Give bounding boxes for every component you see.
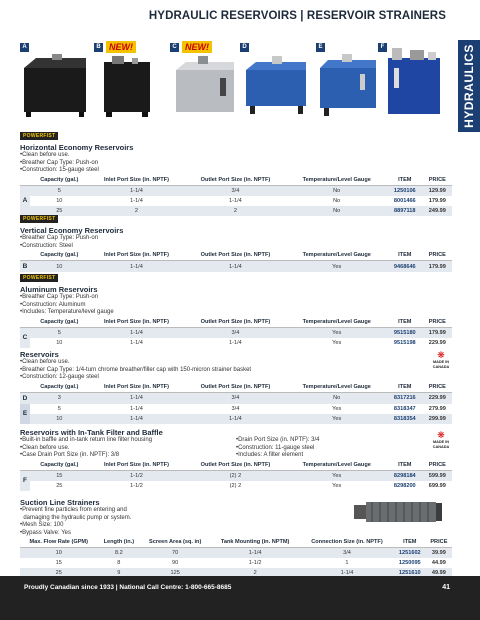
cell: 9: [97, 568, 140, 578]
cell: 25: [20, 568, 97, 578]
bullet: •Breather Cap Type: 1/4-turn chrome breather/filler cap with 150-micron strainer basket: [20, 366, 252, 373]
item-code: 8897118: [387, 206, 423, 216]
product-image-a: [22, 54, 88, 123]
item-code: 8317216: [387, 392, 423, 404]
price: 49.99: [426, 568, 452, 578]
strainer-image: [352, 497, 444, 532]
bullet: •Bypass Valve: Yes: [20, 529, 72, 536]
badge-text: MADE IN: [432, 360, 450, 364]
cell: Yes: [287, 470, 387, 481]
cell: 1-1/4: [130, 197, 143, 204]
new-badge-c: NEW!: [182, 41, 212, 53]
table-row: [20, 327, 452, 338]
col-header: ITEM: [387, 250, 423, 261]
bullet: •Clean before use.: [20, 359, 70, 365]
bullet: •Drain Port Size (in. NPTF): 3/4: [236, 437, 320, 443]
cell: 1-1/4: [184, 414, 286, 424]
cell: 1-1/4: [89, 392, 185, 404]
price: 129.99: [423, 185, 452, 196]
cell: 3/4: [231, 405, 240, 412]
bullet: •Clean before use.: [20, 444, 70, 451]
price: 44.99: [431, 560, 446, 566]
col-header: Capacity (gal.): [30, 382, 89, 393]
made-in-canada-badge: [430, 431, 452, 449]
page-number: 41: [442, 584, 450, 591]
table-row: [20, 558, 452, 568]
image-letter-f: F: [378, 43, 387, 52]
cell: 2: [89, 206, 185, 216]
cell: 1-1/4: [89, 414, 185, 424]
table-row: [20, 470, 452, 481]
cell: 10: [30, 414, 89, 424]
price: 179.99: [423, 327, 452, 338]
table-row: [20, 404, 452, 414]
cell: Yes: [287, 327, 387, 338]
bullet-columns: [20, 437, 452, 460]
cell: 1-1/4: [130, 339, 143, 346]
image-letter-c: C: [170, 43, 179, 52]
col-header: PRICE: [423, 382, 452, 393]
made-in-canada-badge: [430, 351, 452, 369]
cell: 70: [140, 548, 210, 559]
section-title: Horizontal Economy Reservoirs: [20, 143, 134, 152]
price: 179.99: [423, 261, 452, 273]
col-header: Capacity (gal.): [30, 460, 89, 471]
cell: 15: [30, 470, 89, 481]
cell: No: [287, 206, 387, 216]
col-header: Inlet Port Size (in. NPTF): [89, 250, 185, 261]
cell: 125: [140, 568, 210, 578]
bullet: •Construction: Steel: [20, 242, 73, 249]
section-horizontal-economy: [20, 124, 452, 216]
section-side-tab: [458, 40, 480, 132]
brand-logo: POWERFIST: [20, 215, 58, 223]
item-code: 8318347: [393, 405, 416, 412]
item-code: 8001466: [393, 197, 416, 204]
cell: 1-1/4: [89, 261, 185, 273]
bullet: •Construction: 12-gauge steel: [20, 374, 99, 380]
cell: 1-1/4: [229, 197, 242, 204]
bullet: •Includes: Temperature/level gauge: [20, 309, 114, 315]
bullet: •Prevent fine particles from entering and: [20, 507, 127, 513]
item-code: 9515198: [393, 339, 416, 346]
col-header: Screen Area (sq. in): [140, 537, 210, 548]
price: 229.99: [423, 392, 452, 404]
cell: 15: [55, 560, 62, 566]
price: 179.99: [428, 197, 446, 204]
spec-table: [20, 382, 452, 424]
col-header: ITEM: [387, 175, 423, 186]
bullet: •Breather Cap Type: Push-on: [20, 159, 99, 166]
spec-table: [20, 537, 452, 578]
col-header: PRICE: [423, 250, 452, 261]
col-header: Connection Size (in. NPTF): [300, 537, 394, 548]
col-header: Inlet Port Size (in. NPTF): [89, 460, 185, 471]
section-aluminum: [20, 266, 452, 348]
section-title: Suction Line Strainers: [20, 498, 100, 507]
product-image-row: [20, 40, 452, 120]
table-row: [20, 548, 452, 559]
col-header: PRICE: [423, 317, 452, 328]
col-header: Length (in.): [97, 537, 140, 548]
col-header: Capacity (gal.): [30, 317, 89, 328]
col-header: Outlet Port Size (in. NPTF): [184, 460, 286, 471]
col-header: ITEM: [387, 382, 423, 393]
item-code: 8318354: [387, 414, 423, 424]
item-code: 8298184: [387, 470, 423, 481]
cell: 3/4: [184, 327, 286, 338]
cell: 2: [210, 568, 300, 578]
row-group-label: F: [20, 470, 30, 491]
cell: 1-1/4: [229, 339, 242, 346]
section-vertical-economy: [20, 207, 452, 272]
new-badge-b: NEW!: [106, 41, 136, 53]
col-header: Temperature/Level Gauge: [287, 175, 387, 186]
bullet: •Mesh Size: 100: [20, 522, 64, 528]
price: 299.99: [423, 414, 452, 424]
item-code: 1250106: [387, 185, 423, 196]
side-tab-label: HYDRAULICS: [462, 44, 476, 128]
cell: 3/4: [300, 548, 394, 559]
price: 699.99: [428, 482, 446, 489]
cell: (2) 2: [229, 482, 242, 489]
section-suction-strainers: [20, 497, 452, 578]
cell: 10: [30, 261, 89, 273]
product-image-c: [172, 54, 238, 123]
product-image-d: [242, 54, 312, 123]
col-header: ITEM: [387, 460, 423, 471]
bullet: •Construction: 11-gauge steel: [236, 444, 315, 451]
bullet: •Breather Cap Type: Push-on: [20, 294, 99, 300]
item-code: 9515180: [387, 327, 423, 338]
section-title: Reservoirs with In-Tank Filter and Baffle: [20, 428, 163, 437]
cell: 3/4: [184, 185, 286, 196]
col-header: Max. Flow Rate (GPM): [20, 537, 97, 548]
col-header: Outlet Port Size (in. NPTF): [184, 382, 286, 393]
cell: 1: [345, 560, 349, 566]
col-header: PRICE: [426, 537, 452, 548]
row-group-label: E: [20, 404, 30, 424]
badge-text: CANADA: [432, 444, 450, 449]
cell: 10: [56, 339, 63, 346]
price: 229.99: [428, 339, 446, 346]
item-code: 1251602: [394, 548, 426, 559]
cell: 2: [184, 206, 286, 216]
col-header: Tank Mounting (in. NPTM): [210, 537, 300, 548]
row-group-label: C: [20, 327, 30, 348]
row-group-label: A: [20, 185, 30, 216]
col-header: Temperature/Level Gauge: [287, 250, 387, 261]
bullet: •Breather Cap Type: Push-on: [20, 235, 99, 241]
col-header: Inlet Port Size (in. NPTF): [89, 175, 185, 186]
row-group-label: B: [20, 261, 30, 273]
cell: 3: [30, 392, 89, 404]
cell: 10: [20, 548, 97, 559]
cell: 1-1/2: [89, 470, 185, 481]
maple-leaf-icon: ❋: [437, 350, 445, 360]
section-title: Vertical Economy Reservoirs: [20, 226, 124, 235]
section-in-tank-filter: [20, 427, 452, 491]
col-header: Capacity (gal.): [30, 250, 89, 261]
bullet: •Construction: Aluminum: [20, 301, 86, 308]
page-title: HYDRAULIC RESERVOIRS | RESERVOIR STRAINERS: [148, 10, 446, 22]
spec-table: [20, 317, 452, 348]
cell: 5: [57, 405, 61, 412]
table-row: [20, 196, 452, 206]
cell: 1-1/4: [300, 568, 394, 578]
col-header: ITEM: [394, 537, 426, 548]
bullet: •Includes: A filter element: [236, 452, 304, 458]
bullet: damaging the hydraulic pump or system.: [20, 514, 132, 521]
price: 39.99: [426, 548, 452, 559]
cell: 1-1/4: [130, 405, 143, 412]
image-letter-b: B: [94, 43, 103, 52]
price: 279.99: [428, 405, 446, 412]
price: 249.99: [423, 206, 452, 216]
col-header: Inlet Port Size (in. NPTF): [89, 317, 185, 328]
bullet: •Clean before use.: [20, 152, 70, 158]
image-letter-a: A: [20, 43, 29, 52]
bullet: •Case Drain Port Size (in. NPTF): 3/8: [20, 452, 120, 458]
col-header: Temperature/Level Gauge: [287, 382, 387, 393]
cell: 1-1/4: [89, 185, 185, 196]
bullet: •Construction: 15-gauge steel: [20, 167, 99, 173]
cell: Yes: [287, 261, 387, 273]
cell: 5: [30, 327, 89, 338]
cell: No: [333, 197, 341, 204]
cell: 90: [172, 560, 179, 566]
col-header: Temperature/Level Gauge: [287, 460, 387, 471]
cell: Yes: [332, 482, 342, 489]
cell: (2) 2: [184, 470, 286, 481]
col-header: Inlet Port Size (in. NPTF): [89, 382, 185, 393]
badge-text: CANADA: [432, 364, 450, 369]
image-letter-d: D: [240, 43, 249, 52]
price: 599.99: [423, 470, 452, 481]
item-code: 9468646: [387, 261, 423, 273]
cell: No: [287, 392, 387, 404]
col-header: Outlet Port Size (in. NPTF): [184, 250, 286, 261]
cell: 1-1/4: [184, 261, 286, 273]
cell: 1-1/4: [89, 327, 185, 338]
cell: 1-1/2: [130, 482, 143, 489]
item-code: 8298200: [393, 482, 416, 489]
footer-text: Proudly Canadian since 1933 | National Call Centre: 1-800-665-8685: [24, 584, 232, 591]
cell: 25: [30, 206, 89, 216]
section-title: Reservoirs: [20, 350, 59, 359]
table-row: [20, 185, 452, 196]
cell: 3/4: [184, 392, 286, 404]
brand-logo: POWERFIST: [20, 274, 58, 282]
table-row: [20, 481, 452, 491]
item-code: 1251610: [394, 568, 426, 578]
cell: 10: [56, 197, 63, 204]
item-code: 1250095: [398, 560, 421, 566]
col-header: Temperature/Level Gauge: [287, 317, 387, 328]
col-header: PRICE: [423, 175, 452, 186]
product-image-b: [98, 54, 158, 123]
image-letter-e: E: [316, 43, 325, 52]
cell: 1-1/4: [210, 548, 300, 559]
col-header: Outlet Port Size (in. NPTF): [184, 175, 286, 186]
bullet: •Built-in baffle and in-tank return line filter housing: [20, 437, 153, 443]
table-row: [20, 414, 452, 424]
cell: 8: [117, 560, 121, 566]
badge-text: MADE IN: [432, 440, 450, 444]
cell: 8.2: [97, 548, 140, 559]
col-header: Capacity (gal.): [30, 175, 89, 186]
section-reservoirs: [20, 349, 452, 424]
product-image-e: [316, 54, 382, 123]
cell: 1-1/2: [248, 560, 262, 566]
spec-table: [20, 460, 452, 491]
cell: Yes: [332, 339, 342, 346]
cell: 5: [30, 185, 89, 196]
cell: Yes: [287, 414, 387, 424]
cell: 25: [56, 482, 63, 489]
col-header: PRICE: [423, 460, 452, 471]
page-footer: [0, 576, 480, 620]
cell: No: [287, 185, 387, 196]
cell: Yes: [332, 405, 342, 412]
section-title: Aluminum Reservoirs: [20, 285, 98, 294]
table-row: [20, 392, 452, 404]
brand-logo: POWERFIST: [20, 132, 58, 140]
row-group-label: D: [20, 392, 30, 404]
maple-leaf-icon: ❋: [437, 430, 445, 440]
table-row: [20, 338, 452, 348]
col-header: ITEM: [387, 317, 423, 328]
col-header: Outlet Port Size (in. NPTF): [184, 317, 286, 328]
product-image-f: [382, 46, 446, 123]
